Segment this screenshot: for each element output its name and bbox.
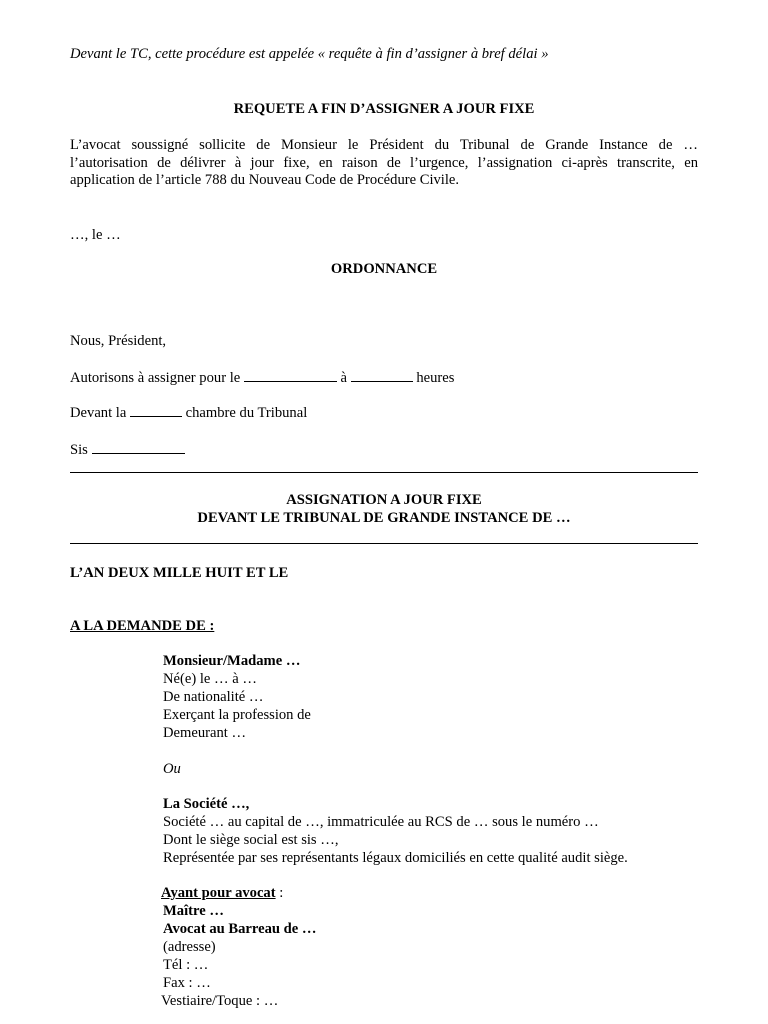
devant-line — [70, 404, 307, 422]
time-blank — [351, 369, 413, 382]
sis-blank — [92, 441, 185, 454]
ou-label: Ou — [163, 761, 181, 777]
avocat-maitre: Maître … — [163, 903, 224, 919]
avocat-fax: Fax : … — [163, 975, 211, 991]
autorisons-suffix: heures — [416, 370, 455, 386]
date-blank — [244, 369, 337, 382]
chambre-blank — [130, 404, 182, 417]
requete-body-line: application de l’article 788 du Nouveau Code de Procédure Civile. — [70, 172, 460, 188]
an-line: L’AN DEUX MILLE HUIT ET LE — [70, 565, 289, 581]
autorisons-mid: à — [340, 370, 348, 386]
personne-address: Demeurant … — [163, 725, 247, 741]
avocat-tel: Tél : … — [163, 957, 209, 973]
sis-prefix: Sis — [70, 442, 88, 458]
assignation-title-2: DEVANT LE TRIBUNAL DE GRANDE INSTANCE DE … — [197, 510, 571, 526]
personne-nationality: De nationalité … — [163, 689, 264, 705]
demande-heading: A LA DEMANDE DE : — [70, 618, 215, 634]
ordonnance-title: ORDONNANCE — [330, 261, 438, 277]
avocat-adresse: (adresse) — [163, 939, 216, 955]
divider-bottom — [70, 543, 698, 544]
requete-title: REQUETE A FIN D’ASSIGNER A JOUR FIXE — [233, 101, 535, 117]
societe-representee: Représentée par ses représentants légaux domiciliés en cette qualité audit siège. — [163, 850, 628, 866]
divider-top — [70, 472, 698, 473]
avocat-barreau: Avocat au Barreau de … — [163, 921, 317, 937]
personne-name: Monsieur/Madame … — [163, 653, 301, 669]
avocat-heading: Ayant pour avocat — [161, 885, 276, 901]
requete-body-line: l’autorisation de délivrer à jour fixe, en raison de l’urgence, l’assignation ci-après transcrite, en — [70, 154, 698, 171]
societe-capital: Société … au capital de …, immatriculée au RCS de … sous le numéro … — [163, 814, 599, 830]
societe-siege: Dont le siège social est sis …, — [163, 832, 339, 848]
autorisons-prefix: Autorisons à assigner pour le — [70, 370, 241, 386]
avocat-vestiaire: Vestiaire/Toque : … — [161, 993, 279, 1009]
avocat-heading-colon: : — [275, 885, 284, 901]
nous-president: Nous, Président, — [70, 333, 167, 349]
date-line: …, le … — [70, 227, 121, 243]
intro-note: Devant le TC, cette procédure est appelée « requête à fin d’assigner à bref délai » — [70, 46, 549, 62]
sis-line — [70, 441, 185, 459]
personne-profession: Exerçant la profession de — [163, 707, 311, 723]
devant-prefix: Devant la — [70, 405, 127, 421]
devant-suffix: chambre du Tribunal — [185, 405, 308, 421]
requete-body — [70, 137, 698, 190]
societe-name: La Société …, — [163, 796, 250, 812]
avocat-heading-line — [161, 885, 283, 902]
autorisons-line — [70, 369, 454, 387]
personne-born: Né(e) le … à … — [163, 671, 258, 687]
assignation-title-1: ASSIGNATION A JOUR FIXE — [286, 492, 482, 508]
requete-body-line: L’avocat soussigné sollicite de Monsieur le Président du Tribunal de Grande Instance de … — [70, 137, 698, 153]
